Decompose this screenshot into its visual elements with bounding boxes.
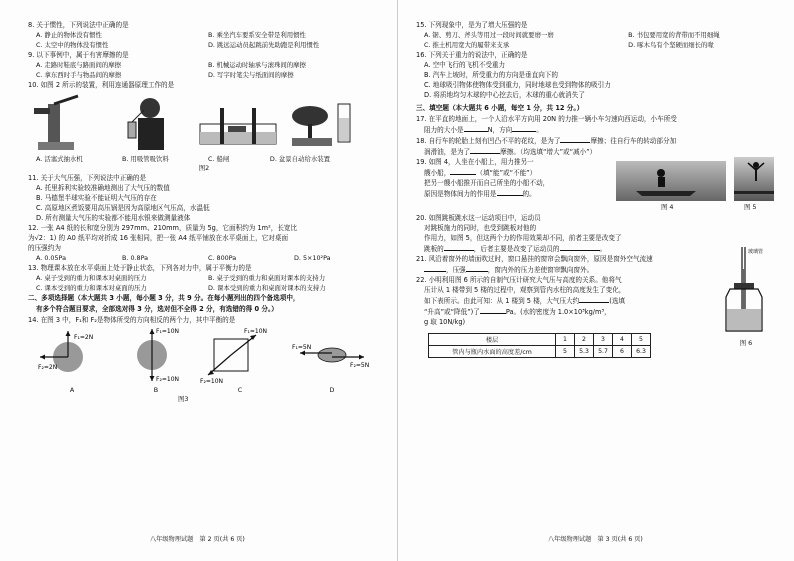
- q22-blank-1[interactable]: [579, 295, 609, 303]
- q18-blank-2[interactable]: [470, 146, 500, 154]
- q12-line2: 为√2：1) 的 A0 纸平均对折成 16 张相同，把一张 A4 纸平铺放在水平桌面上，它对桌面: [28, 234, 289, 242]
- q8-option-b[interactable]: B. 乘坐汽车要系安全带是利用惯性: [208, 31, 306, 39]
- q13-options-row2: [28, 283, 380, 293]
- q16-option-a[interactable]: A. 空中飞行的飞机不受重力: [424, 61, 506, 69]
- page-2-footer: 八年级物理试题 第 2 页(共 6 页): [150, 536, 245, 543]
- q15-option-d[interactable]: D. 啄木鸟有个坚硬而细长的喙: [628, 41, 714, 49]
- q20-blank-1[interactable]: [444, 243, 474, 251]
- page-3-footer: 八年级物理试题 第 3 页(共 6 页): [548, 536, 643, 543]
- q20-text-a: 跳板的: [424, 245, 444, 253]
- q8-option-a[interactable]: A. 静止的物体没有惯性: [36, 31, 102, 39]
- q9-stem: 9. 以下事例中，属于有害摩擦的是: [28, 51, 129, 59]
- q15-option-a[interactable]: A. 锯、剪刀、斧头等用过一段时间就要磨一磨: [424, 31, 554, 39]
- figure-2-caption: 图2: [198, 164, 210, 172]
- section-2-heading-line2: 有多个符合题目要求，全部选对得 3 分，选对但不全得 2 分，有选错的得 0 分。）: [36, 305, 278, 313]
- table-row-floors: [429, 334, 651, 346]
- table-height-2: 5.3: [575, 346, 594, 358]
- q12-options: [28, 253, 380, 263]
- force-label-b2: F₂=10N: [156, 376, 180, 383]
- q11-option-d[interactable]: D. 所有测量大气压的实验都不能用水银来做测量液体: [36, 214, 191, 222]
- table-height-5: 6.3: [632, 346, 651, 358]
- force-label-c2: F₂=10N: [200, 378, 224, 385]
- q20-line1: 20. 如图跳板跳水这一运动项目中，运动员: [416, 214, 541, 222]
- q22-text-a: 如下表所示。由此可知：从 1 楼到 5 楼，大气压大约: [424, 297, 580, 305]
- q15-options-row2: [416, 40, 776, 50]
- barometer-bottle-icon: [716, 245, 776, 335]
- q8-options-row1: [28, 30, 380, 40]
- q17-text-b: 。: [536, 126, 543, 134]
- table-row-heights: [429, 346, 651, 358]
- q18-blank-1[interactable]: [560, 135, 590, 143]
- q17-blank-2[interactable]: [512, 124, 536, 132]
- q21-text-a: ，压强: [446, 266, 466, 274]
- page-2-content: [28, 20, 380, 403]
- q13-option-b[interactable]: B. 桌子受到的重力和桌面对课本的支持力: [208, 274, 326, 282]
- q20-blank-2[interactable]: [560, 243, 600, 251]
- bonsai-icon: [288, 94, 358, 152]
- q19-text-b: （填“能”或“不能”）: [476, 169, 537, 177]
- q13-option-d[interactable]: D. 课本受到的重力和桌面对课本的支持力: [208, 284, 326, 292]
- q14-label-d[interactable]: D: [329, 386, 335, 394]
- q16-option-d[interactable]: D. 将质地均匀木球的中心挖去后，木球的重心就消失了: [424, 91, 585, 99]
- q22-line2: 压计从 1 楼带到 5 楼的过程中，观察到管内水柱的高度发生了变化，: [424, 286, 626, 294]
- force-label-a2: F₂=2N: [38, 364, 58, 371]
- q14-label-a[interactable]: A: [69, 386, 75, 394]
- straw-figure: [118, 94, 198, 152]
- force-label-a1: F₁=2N: [74, 334, 94, 341]
- q22-line1: 22. 小明利用图 6 所示的自制气压计研究大气压与高度的关系。他将气: [416, 276, 622, 284]
- q20-text-b: ，后者主要是改变了运动员的: [473, 245, 560, 253]
- q14-labels: [28, 385, 380, 395]
- child-drinking-icon: [118, 94, 178, 152]
- section-2-heading-line1: 二、多项选择题（本大题共 3 小题，每小题 3 分，共 9 分。在每小题列出的四个备选项中，: [28, 294, 300, 302]
- q11-option-c[interactable]: C. 高原地区煮饭要用高压锅是因为高原地区气压高，水温低: [36, 204, 210, 212]
- q21-blank-2[interactable]: [466, 264, 488, 272]
- q15-option-c[interactable]: C. 推土机用宽大的履带来支承: [424, 41, 510, 49]
- table-header-height: 管内与瓶内水面的高度差/cm: [429, 346, 556, 358]
- table-height-4: 6: [613, 346, 632, 358]
- q20-text-c: 。: [599, 245, 607, 253]
- boat-photo: [616, 161, 726, 201]
- q19-blank-2[interactable]: [497, 188, 523, 196]
- q10-figures: [28, 92, 380, 152]
- q8-option-d[interactable]: D. 跳远运动员起跳前先助跑是利用惯性: [208, 41, 320, 49]
- force-diagram-b: [116, 325, 196, 385]
- q9-options-row1: [28, 60, 380, 70]
- q10-option-d[interactable]: D. 盆景自动给水装置: [269, 155, 331, 163]
- diving-photo: [734, 157, 774, 201]
- q16-stem: 16. 下列关于重力的说法中，正确的是: [416, 51, 528, 59]
- pump-figure: [28, 94, 118, 152]
- q14-figure-b: [116, 325, 196, 385]
- q8-options-row2: [28, 40, 380, 50]
- q10-option-b[interactable]: B. 用吸管吸饮料: [122, 155, 169, 163]
- figure-3-caption: 图3: [178, 395, 189, 403]
- q17-blank-1[interactable]: [464, 124, 488, 132]
- q9-option-a[interactable]: A. 走路时鞋底与路面间的摩擦: [36, 61, 122, 69]
- q19-text-c: 原因是物体间力的作用是: [424, 190, 497, 198]
- boat-icon: [616, 161, 726, 201]
- q20-line3: 作用力，如图 5，但这两个力的作用效果却不同，前者主要是改变了: [424, 234, 622, 242]
- q9-option-c[interactable]: C. 拿东西时手与物品间的摩擦: [36, 71, 122, 79]
- q14-figure-c: [196, 325, 284, 385]
- ship-lock-icon: [198, 94, 278, 152]
- q14-label-b[interactable]: B: [153, 386, 159, 394]
- q22-line5: g 取 10N/kg): [424, 318, 466, 326]
- q19-blank-1[interactable]: [450, 167, 476, 175]
- q18-text-d: 摩擦。（均选填“增大”或“减小”）: [500, 148, 597, 156]
- table-floor-5: 5: [632, 334, 651, 346]
- force-label-c1: F₁=10N: [244, 328, 268, 335]
- q11-option-a[interactable]: A. 托里拆利实验较准确地测出了大气压的数值: [36, 184, 170, 192]
- table-floor-3: 3: [594, 334, 613, 346]
- q10-option-c[interactable]: C. 船闸: [208, 155, 230, 163]
- q15-stem: 15. 下列现象中，是为了增大压强的是: [416, 21, 528, 29]
- q10-options: [28, 154, 380, 164]
- q20-line2: 对跳板施力的同时，也受到跳板对他的: [424, 224, 537, 232]
- q14-stem: 14. 在图 3 中，F₁和 F₂是物体所受的方向相反的两个力，其中平衡的是: [28, 316, 236, 324]
- page-3-content: [416, 20, 776, 381]
- table-floor-2: 2: [575, 334, 594, 346]
- q12-option-b[interactable]: B. 0.8Pa: [122, 254, 149, 262]
- q18-line1: [416, 135, 776, 146]
- q14-figures: [28, 325, 380, 385]
- q9-options-row2: [28, 70, 380, 80]
- q18-text-b: 摩擦；往自行车的转动部分加: [590, 137, 677, 145]
- q15-option-b[interactable]: B. 书包要用宽的背带而不用细绳: [628, 31, 720, 39]
- q10-stem: 10. 如图 2 所示的装置，利用连通器原理工作的是: [28, 81, 175, 89]
- table-height-3: 5.7: [594, 346, 613, 358]
- q19-block: [416, 157, 776, 213]
- q22-text-d: Pa。(水的密度为 1.0×10³kg/m³，: [505, 308, 611, 316]
- q15-options-row1: [416, 30, 776, 40]
- q13-option-c[interactable]: C. 课本受到的重力和课本对桌面的压力: [36, 284, 147, 292]
- q16-option-c[interactable]: C. 地球吸引物体使物体受到重力，同时地球也受到物体的吸引力: [424, 81, 611, 89]
- force-label-b1: F₁=10N: [156, 328, 180, 335]
- q19-line1: 19. 如图 4，人坐在小船上，用力推另一: [416, 158, 534, 166]
- table-header-floor: 楼层: [429, 334, 556, 346]
- force-label-d2: F₂=5N: [350, 362, 370, 369]
- q19-line3: 把另一艘小船推开而自己所坐的小船不动，: [424, 179, 550, 187]
- q19-text-d: 的。: [522, 190, 536, 198]
- q13-stem: 13. 物理课本放在水平桌面上处于静止状态，下列各对力中，属于平衡力的是: [28, 264, 252, 272]
- q21-blank-1[interactable]: [424, 264, 446, 272]
- figure-4-caption: 图 4: [661, 203, 674, 211]
- q12-line1: 12. 一张 A4 纸的长和宽分别为 297mm、210mm，质量为 5g，它面积约为 1m²，长宽比: [28, 224, 298, 232]
- q9-option-d[interactable]: D. 写字时笔尖与纸面间的摩擦: [208, 71, 294, 79]
- table-height-1: 5: [556, 346, 575, 358]
- q21-text-b: ，窗内外的压力差使窗帘飘向窗外。: [487, 266, 594, 274]
- q18-text-a: 18. 自行车的轮胎上刻有凹凸不平的花纹，是为了: [416, 137, 561, 145]
- figure-6: [716, 245, 776, 345]
- q10-option-a[interactable]: A. 活塞式抽水机: [36, 155, 83, 163]
- q18-line2: [416, 146, 776, 157]
- q12-option-c[interactable]: C. 800Pa: [208, 254, 237, 262]
- table-floor-1: 1: [556, 334, 575, 346]
- q13-options-row1: [28, 273, 380, 283]
- q18-text-c: 润滑油，是为了: [424, 148, 471, 156]
- q12-option-d[interactable]: D. 5×10²Pa: [294, 254, 331, 262]
- q21-line1: 21. 风沿着窗外的墙面吹过时，窗口悬挂的窗帘会飘向窗外，原因是窗外空气流速: [416, 255, 653, 263]
- q22-blank-2[interactable]: [480, 306, 506, 314]
- q17-line2: [416, 124, 776, 135]
- q11-option-b[interactable]: B. 马德堡半球实验不能证明大气压的存在: [36, 194, 157, 202]
- page-3: [397, 0, 794, 561]
- q11-stem: 11. 关于大气压强，下列说法中正确的是: [28, 174, 147, 182]
- q14-label-c[interactable]: C: [237, 386, 243, 394]
- diver-icon: [734, 157, 774, 201]
- q22-text-c: “升高”或“降低”)了: [424, 308, 480, 316]
- q17-text-a: 阻力的大小是: [424, 126, 464, 134]
- section-3-heading: 三、填空题（本大题共 6 小题，每空 1 分，共 12 分。）: [416, 104, 584, 112]
- height-difference-table: [428, 333, 651, 358]
- table-floor-4: 4: [613, 334, 632, 346]
- q22-text-b: (选填: [609, 297, 626, 305]
- force-diagram-c: [196, 325, 284, 385]
- q17-line1: 17. 在平直的地面上，一个人沿水平方向用 20N 的力推一辆小车匀速向西运动，小车所受: [416, 115, 677, 123]
- q13-option-a[interactable]: A. 桌子受到的重力和课本对桌面的压力: [36, 274, 147, 282]
- tube-label: 玻璃管: [748, 249, 764, 255]
- q12-line3: 的压强约为: [28, 244, 61, 252]
- force-diagram-d: [284, 325, 380, 385]
- q9-option-b[interactable]: B. 机械运动时轴承与滚珠间的摩擦: [208, 61, 306, 69]
- q14-figure-d: [284, 325, 380, 385]
- water-pump-icon: [28, 94, 98, 152]
- q12-option-a[interactable]: A. 0.05Pa: [36, 254, 67, 262]
- q14-figure-a: [28, 325, 116, 385]
- force-label-d1: F₁=5N: [292, 344, 312, 351]
- bonsai-figure: [288, 94, 368, 152]
- figure-6-caption: 图 6: [739, 339, 753, 347]
- q16-option-b[interactable]: B. 汽车上坡时，所受重力的方向是垂直向下的: [424, 71, 558, 79]
- force-diagram-a: [28, 325, 116, 385]
- q19-text-a: 艘小船，: [424, 169, 451, 177]
- figure-5-caption: 图 5: [744, 203, 757, 211]
- q17-unit: N，方向: [487, 126, 513, 134]
- q8-stem: 8. 关于惯性，下列说法中正确的是: [28, 21, 129, 29]
- q8-option-c[interactable]: C. 太空中的物体没有惯性: [36, 41, 109, 49]
- ship-lock-figure: [198, 94, 288, 152]
